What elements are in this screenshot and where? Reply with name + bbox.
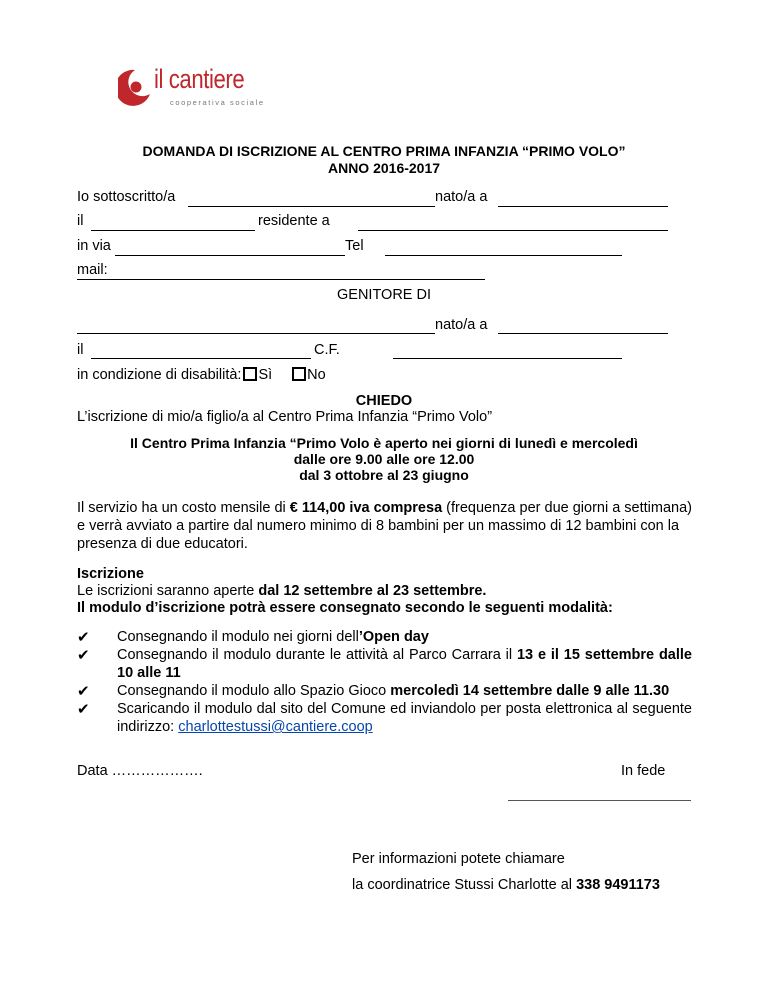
figlio-nato-field[interactable]: [498, 333, 668, 334]
schedule-block: [0, 435, 768, 483]
title-line-1: DOMANDA DI ISCRIZIONE AL CENTRO PRIMA INFANZIA “PRIMO VOLO”: [142, 143, 626, 159]
checkmark-icon: ✔: [77, 682, 90, 700]
mail-label: mail:: [77, 262, 108, 278]
schedule-line-1: Il Centro Prima Infanzia “Primo Volo è aperto nei giorni di lunedì e mercoledì: [130, 435, 638, 451]
iscrizione-block: [77, 566, 613, 617]
logo-name: il cantiere: [154, 64, 245, 94]
info-line-2: la coordinatrice Stussi Charlotte al 338 9491173: [352, 877, 660, 893]
signature-field[interactable]: [508, 800, 691, 801]
phone-number: 338 9491173: [576, 877, 660, 893]
checkmark-icon: ✔: [77, 700, 90, 718]
nato-label: nato/a a: [435, 189, 488, 205]
modes-list: [77, 628, 692, 736]
service-paragraph: [77, 499, 692, 553]
si-checkbox[interactable]: [243, 367, 257, 381]
sottoscritto-field[interactable]: [188, 206, 435, 207]
logo-tagline: cooperativa sociale: [170, 98, 265, 107]
service-prefix: Il servizio ha un costo mensile di: [77, 500, 290, 516]
nato-field[interactable]: [498, 206, 668, 207]
chiedo-heading: CHIEDO: [355, 393, 413, 409]
disabilita-label: in condizione di disabilità:: [77, 367, 242, 383]
mail-field[interactable]: [77, 279, 485, 280]
schedule-line-2: dalle ore 9.00 alle ore 12.00: [293, 451, 475, 467]
document-title: [0, 143, 768, 177]
figlio-nome-field[interactable]: [77, 333, 435, 334]
si-label: Sì: [258, 367, 273, 383]
sottoscritto-label: Io sottoscritto/a: [77, 189, 176, 205]
iscrizione-line2: Il modulo d’iscrizione potrà essere consegnato secondo le seguenti modalità:: [77, 600, 613, 616]
figlio-data-field[interactable]: [91, 358, 311, 359]
residente-label: residente a: [258, 213, 330, 229]
il-label: il: [77, 213, 84, 229]
via-label: in via: [77, 238, 111, 254]
il2-label: il: [77, 342, 84, 358]
no-checkbox[interactable]: [292, 367, 306, 381]
chiedo-text: L’iscrizione di mio/a figlio/a al Centro Prima Infanzia “Primo Volo”: [77, 409, 493, 425]
checkmark-icon: ✔: [77, 628, 90, 646]
genitore-label: GENITORE DI: [337, 287, 431, 303]
via-field[interactable]: [115, 255, 345, 256]
logo-swirl-icon: [118, 68, 152, 108]
list-item: ✔ Consegnando il modulo durante le attività al Parco Carrara il 13 e il 15 settembre dalle 10 alle 11: [77, 646, 692, 681]
tel-label: Tel: [345, 238, 364, 254]
disabilita-row: [77, 367, 326, 383]
list-item: ✔ Consegnando il modulo allo Spazio Gioco mercoledì 14 settembre dalle 9 alle 11.30: [77, 682, 670, 700]
list-item: ✔ Consegnando il modulo nei giorni dell’Open day: [77, 628, 429, 646]
in-fede-label: In fede: [621, 763, 666, 779]
service-suffix: (frequenza per due giorni a settimana) e verrà avviato a partire dal numero minimo di 8 bambini per un massimo di 12 bambini con la presenza di due educatori.: [77, 500, 693, 552]
email-link[interactable]: charlottestussi@cantiere.coop: [178, 719, 373, 735]
residente-field[interactable]: [358, 230, 668, 231]
nato2-label: nato/a a: [435, 317, 488, 333]
iscrizione-dates: dal 12 settembre al 23 settembre.: [258, 583, 487, 599]
data-label: Data ……………….: [77, 763, 203, 779]
cf-field[interactable]: [393, 358, 622, 359]
data-nascita-field[interactable]: [91, 230, 255, 231]
schedule-line-3: dal 3 ottobre al 23 giugno: [299, 467, 469, 483]
tel-field[interactable]: [385, 255, 622, 256]
title-line-2: ANNO 2016-2017: [327, 160, 441, 176]
iscrizione-line1-prefix: Le iscrizioni saranno aperte: [77, 583, 259, 599]
service-price: € 114,00 iva compresa: [289, 500, 443, 516]
iscrizione-heading: Iscrizione: [77, 566, 144, 582]
checkmark-icon: ✔: [77, 646, 90, 664]
list-item: ✔ Scaricando il modulo dal sito del Comune ed inviandolo per posta elettronica al seguente indirizzo: charlottestussi@cantiere.coop: [77, 700, 692, 735]
cf-label: C.F.: [314, 342, 340, 358]
no-label: No: [307, 367, 326, 383]
info-line-1: Per informazioni potete chiamare: [352, 851, 565, 867]
cantiere-logo: [118, 66, 318, 116]
